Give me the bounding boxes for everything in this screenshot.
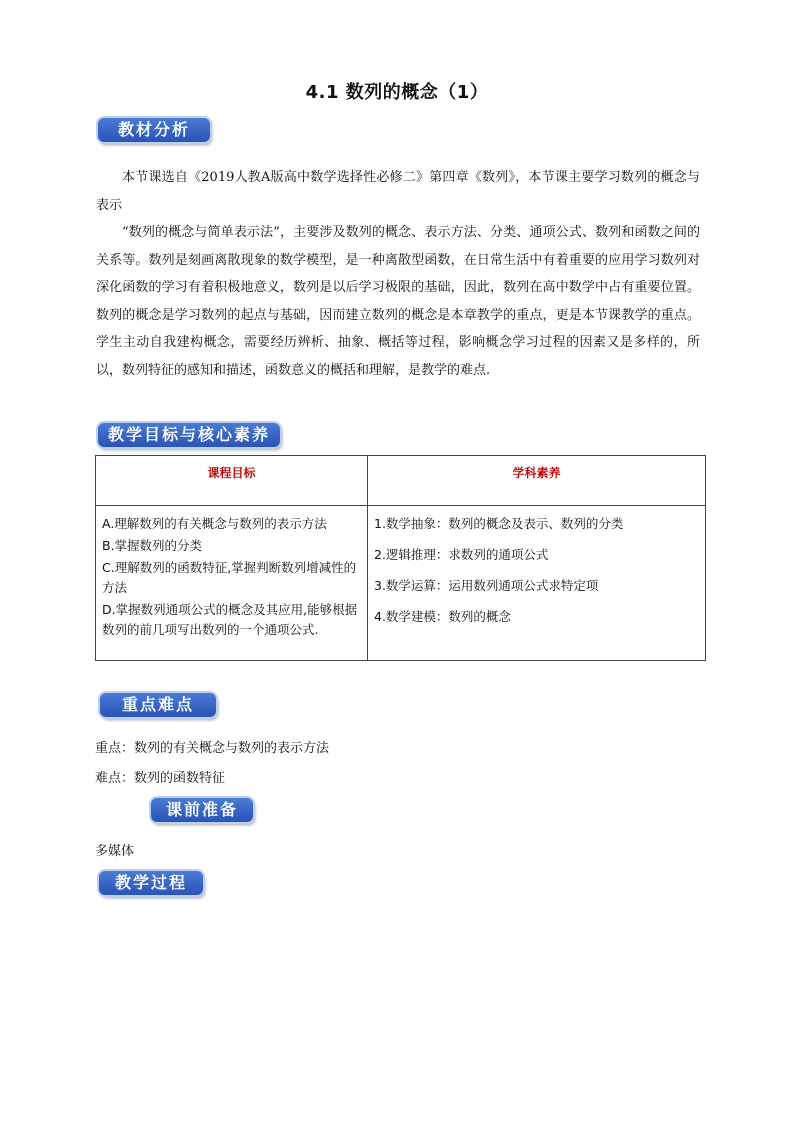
key-point-line: 重点：数列的有关概念与数列的表示方法 <box>95 741 330 756</box>
goal-item-b: B.掌握数列的分类 <box>102 538 203 553</box>
section-badge-analysis: 教材分析 <box>98 118 210 142</box>
analysis-paragraph-2: “数列的概念与简单表示法”，主要涉及数列的概念、表示方法、分类、通项公式、数列和函数之间的关系等。数列是刻画离散现象的数学模型，是一种离散型函数，在日常生活中有着重要的应用学习数列对深化函数的学习有着积极地意义，数列是以后学习极限的基础，因此，数列在高中数学中占有重要位置。数列的概念是学习数列的起点与基础，因而建立数列的概念是本章教学的重点，更是本节课教学的重点。学生主动自我建构概念，需要经历辨析、抽象、概括等过程，影响概念学习过程的因素又是多样的，所以，数列特征的感知和描述，函数意义的概括和理解，是教学的难点. <box>96 225 700 378</box>
page-title: 4.1 数列的概念（1） <box>305 82 489 103</box>
goal-item-c: C.理解数列的函数特征,掌握判断数列增减性的方法 <box>102 560 357 595</box>
table-header-row <box>96 456 706 506</box>
table-row <box>96 506 706 661</box>
section-badge-goals: 教学目标与核心素养 <box>98 423 280 447</box>
goal-item-d: D.掌握数列通项公式的概念及其应用,能够根据数列的前几项写出数列的一个通项公式. <box>102 602 358 637</box>
table-header-goals: 课程目标 <box>96 456 368 506</box>
difficult-point-line: 难点：数列的函数特征 <box>95 771 226 786</box>
competency-item-1: 1.数学抽象：数列的概念及表示、数列的分类 <box>374 516 624 531</box>
goals-cell <box>96 506 368 661</box>
competency-item-4: 4.数学建模：数列的概念 <box>374 609 511 624</box>
section-badge-preparation: 课前准备 <box>151 798 253 822</box>
section-badge-process: 教学过程 <box>99 871 203 895</box>
analysis-paragraph-1: 本节课选自《2019人教A版高中数学选择性必修二》第四章《数列》，本节课主要学习数列的概念与表示 <box>96 170 700 213</box>
competency-item-2: 2.逻辑推理：求数列的通项公式 <box>374 547 549 562</box>
table-header-competencies: 学科素养 <box>368 456 706 506</box>
competencies-cell <box>368 506 706 661</box>
preparation-text: 多媒体 <box>95 844 135 859</box>
section-badge-key-points: 重点难点 <box>100 693 216 717</box>
goal-item-a: A.理解数列的有关概念与数列的表示方法 <box>102 516 327 531</box>
goals-table <box>95 455 706 661</box>
competency-item-3: 3.数学运算：运用数列通项公式求特定项 <box>374 578 599 593</box>
